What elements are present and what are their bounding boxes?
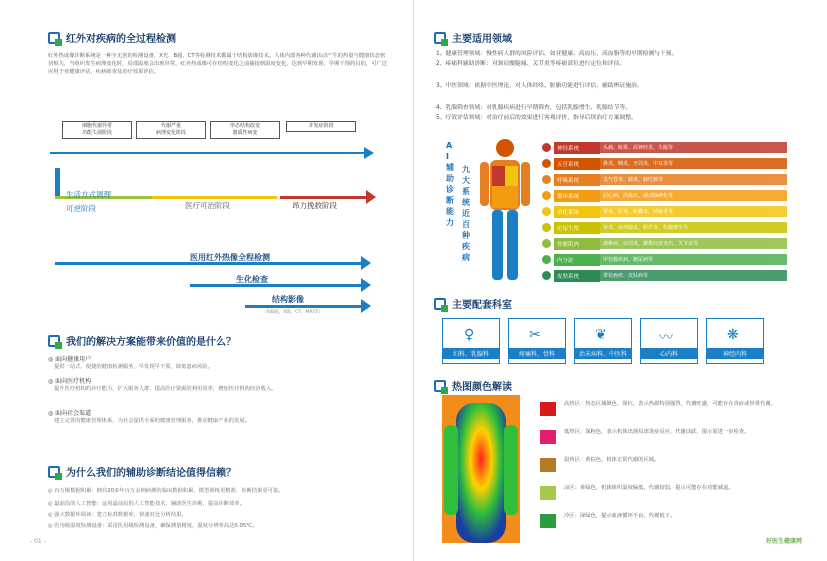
biochem-line [190,284,365,287]
label-thermal: 医用红外热像全程检测 [190,253,270,262]
system-row [542,220,787,235]
stage-box-3: 形态结构改变 器质性病变 [210,121,280,139]
reason-3: ◎ 强大数据库阅读：建立标准数据库，快速对比分析结果。 [48,512,187,518]
section-title-heatmap [434,378,512,393]
section-title-full-process [48,30,176,45]
section-title-text: 主要配套科室 [452,300,512,311]
color-swatch [540,458,556,472]
stage-box-2: 代谢严重 病理变化阶段 [136,121,206,139]
dept-label: 疼痛科、骨科 [509,348,565,359]
system-name: 内分泌 [554,254,600,266]
field-item-2: 2、疼痛科辅助诊断：对颈肩腰腿痛、关节炎等疼痛部位进行定位和评估。 [436,61,626,67]
section-title-text: 主要适用领域 [452,34,512,45]
body-figure-icon [476,136,534,286]
system-name: 泌尿生殖 [554,222,600,234]
system-name: 消化系统 [554,206,600,218]
system-desc: 冠心病、高血压、颈动脉硬化等 [600,190,787,201]
page-number: - 01 - [30,538,46,545]
color-swatch [540,402,556,416]
section-title-text: 为什么我们的辅助诊断结论值得信赖？ [66,468,236,479]
system-desc: 颈椎病、肩周炎、腰椎间盘突出、关节炎等 [600,238,787,249]
system-name: 呼吸系统 [554,174,600,186]
structure-line [245,305,365,308]
thermal-arrow-icon [361,256,371,270]
section-icon [434,298,446,310]
system-dot-icon [542,191,551,200]
system-row [542,188,787,203]
dept-neurology[interactable] [706,318,764,364]
system-dot-icon [542,255,551,264]
system-desc: 鼻炎、咽炎、牙周炎、中耳炎等 [600,158,787,169]
scissors-icon: ✂ [529,327,541,343]
phase-lifestyle: 生活方式调理 可逆阶段 [66,190,111,213]
dept-label: 心内科 [641,348,697,359]
stage-box-1: 细胞代谢异常 功能失调阶段 [62,121,132,139]
dept-cardiology[interactable] [640,318,698,364]
system-dot-icon [542,271,551,280]
system-name: 骨骼肌肉 [554,238,600,250]
color-reading-text: 温热区：黄棕色，机体正常代谢的区域。 [564,457,660,463]
dept-label: 治未病科、中医科 [575,348,631,359]
dept-pain[interactable] [508,318,566,364]
system-dot-icon [542,223,551,232]
bullet-heading-users: ◎ 面向健康用户 [48,356,92,363]
section-title-fields [434,30,512,45]
dept-gynecology[interactable] [442,318,500,364]
system-dot-icon [542,207,551,216]
bullet-heading-hospitals: ◎ 面向医疗机构 [48,378,92,385]
system-name: 五官系统 [554,158,600,170]
system-desc: 头痛、眩晕、面神经炎、失眠等 [600,142,787,153]
bullet-text-hospitals: 提升医疗机构的诊疗能力，扩大服务人群，提高医疗资源的利用效率，增加医疗机构经济收入。 [54,386,277,392]
phase-medical: 医疗可治阶段 [185,201,230,210]
field-item-1: 1、健康管理领域：慢性病人群的风险评估，如亚健康、高血压、高血脂等的早期检测与干预。 [436,51,678,57]
field-item-4: 4、乳腺筛查领域：对乳腺疾病进行早期筛查，包括乳腺增生、乳腺结节等。 [436,105,631,111]
color-reading-text: 低热区：深粉色，表示机体出现局部炎症反应、代谢活跃，提示需进一步检查。 [564,429,750,435]
color-reading-text: 凉区：黄绿色，机体组织温度偏低，代谢较弱，提示可能存在功能减退。 [564,485,734,491]
system-row [542,268,787,283]
color-reading-text: 冷区：深绿色，提示血液循环不良，代谢低下。 [564,513,676,519]
color-swatch [540,514,556,528]
color-swatch [540,430,556,444]
section-icon [48,32,60,44]
heartbeat-icon: 〰 [659,330,673,346]
brand-logo: 好医生健康网 [766,538,803,545]
phase-arrow-icon [366,190,376,204]
bullet-text-users: 提供一站式、便捷的健康检测服务，早发现早干预，降低患病风险。 [54,364,213,370]
system-dot-icon [542,143,551,152]
dept-label: 神经内科 [707,348,763,359]
label-structure: 结构影像 [272,295,304,304]
reason-1: ◎ 百万级数据积累：拥有20多年百万余例病例的临床数据积累，模型训练更精准，诊断结果更可靠。 [48,488,284,494]
system-row [542,172,787,187]
reason-2: ◎ 最前沿的人工智能：运用最前沿的人工智能技术，辅助医生诊断，提高诊断效率。 [48,501,245,507]
section-icon [434,380,446,392]
dept-tcm[interactable] [574,318,632,364]
ai-label: AI辅助诊断能力 [446,141,454,227]
label-biochem: 生化检查 [236,275,268,284]
bullet-text-society: 建立完善的健康管理体系，为社会提供全面的健康管理服务，推动健康产业的发展。 [54,418,250,424]
system-name: 循环系统 [554,190,600,202]
system-desc: 肾炎、前列腺炎、附件炎、乳腺增生等 [600,222,787,233]
systems-list [542,140,787,284]
stage-box-4: 并发症阶段 [286,121,356,132]
timeline-line [50,152,372,154]
section-title-text: 红外对疾病的全过程检测 [66,34,176,45]
system-row [542,140,787,155]
section-title-departments [434,296,512,311]
system-dot-icon [542,239,551,248]
right-page [414,0,827,561]
intro-paragraph: 红外热成像诊断系统是一种全无创的检测设备，X光、B超、CT等检测技术都属于结构影像技术。人体内部各种代谢活动产生的热量与健康状态密切相关，当组织发生病理变化时，局部温度会出现异常，红外热成像可在结构变化之前捕捉到温度变化，达到早期发现、早期干预的目的，可广泛应用于亚健康评估、疾病筛查及治疗效果评估。 [48,53,388,75]
phase-rescue: 昂力挽救阶段 [292,201,337,210]
label-structure-sub: （如B超、X线、CT、MRI等） [262,310,323,315]
field-item-5: 5、疗效评估领域：对治疗前后的效果进行客观评价，指导后续治疗方案调整。 [436,115,637,121]
system-name: 皮肤系统 [554,270,600,282]
nine-systems-label: 九大系统近百种疾病 [462,165,470,262]
phase-line-yellow [152,196,277,199]
bullet-heading-society: ◎ 面向社会渠道 [48,410,92,417]
system-name: 神经系统 [554,142,600,154]
leaf-icon: ❦ [595,327,607,343]
system-row [542,204,787,219]
system-row [542,156,787,171]
system-desc: 胃炎、肝炎、胆囊炎、结肠炎等 [600,206,787,217]
biochem-arrow-icon [361,278,371,292]
section-icon [434,32,446,44]
system-row [542,236,787,251]
section-title-value [48,333,236,348]
phase-line-red [280,196,370,199]
system-row [542,252,787,267]
field-item-3: 3、中医领域：依据中医理论，对人体经络、脏腑功能进行评估，辅助辨证施治。 [436,83,643,89]
system-desc: 支气管炎、肺炎、肺结核等 [600,174,787,185]
section-title-text: 热图颜色解读 [452,382,512,393]
section-icon [48,335,60,347]
system-dot-icon [542,159,551,168]
system-desc: 带状疱疹、皮肤病等 [600,270,787,281]
color-reading-text: 高热区：热态区域颜色、深红，表示热源特别强烈，代谢旺盛，可能存在炎症或异常代谢。 [564,401,776,407]
dept-label: 妇科、乳腺科 [443,348,499,359]
section-icon [48,466,60,478]
phase-bar-blue [55,168,60,198]
color-swatch [540,486,556,500]
system-dot-icon [542,175,551,184]
female-icon: ♀ [464,327,475,343]
reason-4: ◎ 医用级温度检测设备：采用医用级检测设备，确保测量精度，温度分辨率高达0.05℃。 [48,523,258,529]
timeline-arrow-icon [364,147,374,159]
network-icon: ❋ [727,327,739,343]
system-desc: 甲状腺疾病、糖尿病等 [600,254,787,265]
thermal-body-image [442,395,520,543]
section-title-trust [48,464,236,479]
section-title-text: 我们的解决方案能带来价值的是什么？ [66,337,236,348]
structure-arrow-icon [361,299,371,313]
